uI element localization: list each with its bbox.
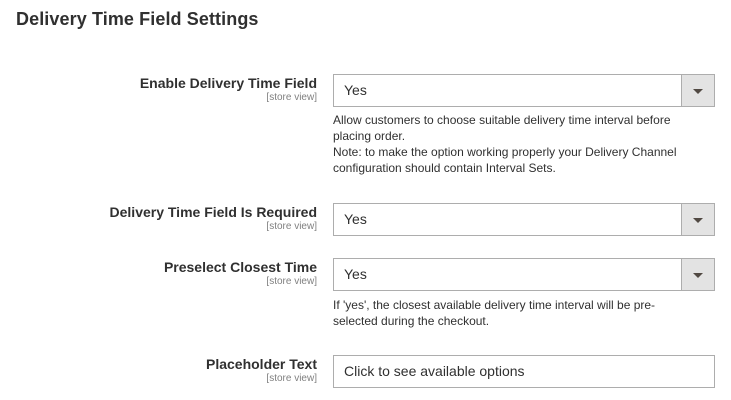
placeholder-text-value: Click to see available options bbox=[344, 363, 525, 379]
placeholder-text-input[interactable] bbox=[333, 355, 715, 388]
enable-delivery-time-dropdown-button[interactable] bbox=[681, 75, 714, 106]
delivery-time-required-value: Yes bbox=[344, 211, 367, 227]
delivery-time-required-select[interactable] bbox=[333, 203, 715, 236]
preselect-closest-time-label-group bbox=[17, 258, 317, 288]
delivery-time-required-label-group bbox=[17, 203, 317, 233]
placeholder-text-scope: [store view] bbox=[266, 373, 317, 384]
preselect-closest-time-scope: [store view] bbox=[266, 276, 317, 287]
preselect-note-line-1: If 'yes', the closest available delivery time interval will be pre- bbox=[333, 298, 656, 312]
preselect-closest-time-dropdown-button[interactable] bbox=[681, 259, 714, 290]
enable-delivery-time-scope: [store view] bbox=[266, 92, 317, 103]
placeholder-text-label-group bbox=[17, 355, 317, 385]
preselect-closest-time-note bbox=[333, 297, 723, 329]
chevron-down-icon bbox=[693, 218, 703, 223]
placeholder-text-label: Placeholder Text bbox=[205, 356, 317, 372]
delivery-time-required-dropdown-button[interactable] bbox=[681, 204, 714, 235]
enable-delivery-time-value: Yes bbox=[344, 82, 367, 98]
enable-note-line-1: Allow customers to choose suitable delivery time interval before bbox=[333, 113, 671, 127]
enable-delivery-time-select[interactable] bbox=[333, 74, 715, 107]
preselect-note-line-2: selected during the checkout. bbox=[333, 314, 490, 328]
enable-delivery-time-note bbox=[333, 112, 723, 176]
delivery-time-required-scope: [store view] bbox=[266, 221, 317, 232]
enable-note-line-2: placing order. bbox=[333, 129, 406, 143]
section-title: Delivery Time Field Settings bbox=[16, 9, 259, 29]
preselect-closest-time-value: Yes bbox=[344, 266, 367, 282]
preselect-closest-time-label: Preselect Closest Time bbox=[163, 259, 317, 275]
enable-delivery-time-label: Enable Delivery Time Field bbox=[139, 75, 317, 91]
enable-delivery-time-label-group bbox=[17, 74, 317, 104]
preselect-closest-time-select[interactable] bbox=[333, 258, 715, 291]
enable-note-line-3: Note: to make the option working properly your Delivery Channel bbox=[333, 145, 677, 159]
chevron-down-icon bbox=[693, 273, 703, 278]
delivery-time-required-label: Delivery Time Field Is Required bbox=[109, 204, 317, 220]
chevron-down-icon bbox=[693, 89, 703, 94]
enable-note-line-4: configuration should contain Interval Sets. bbox=[333, 161, 556, 175]
